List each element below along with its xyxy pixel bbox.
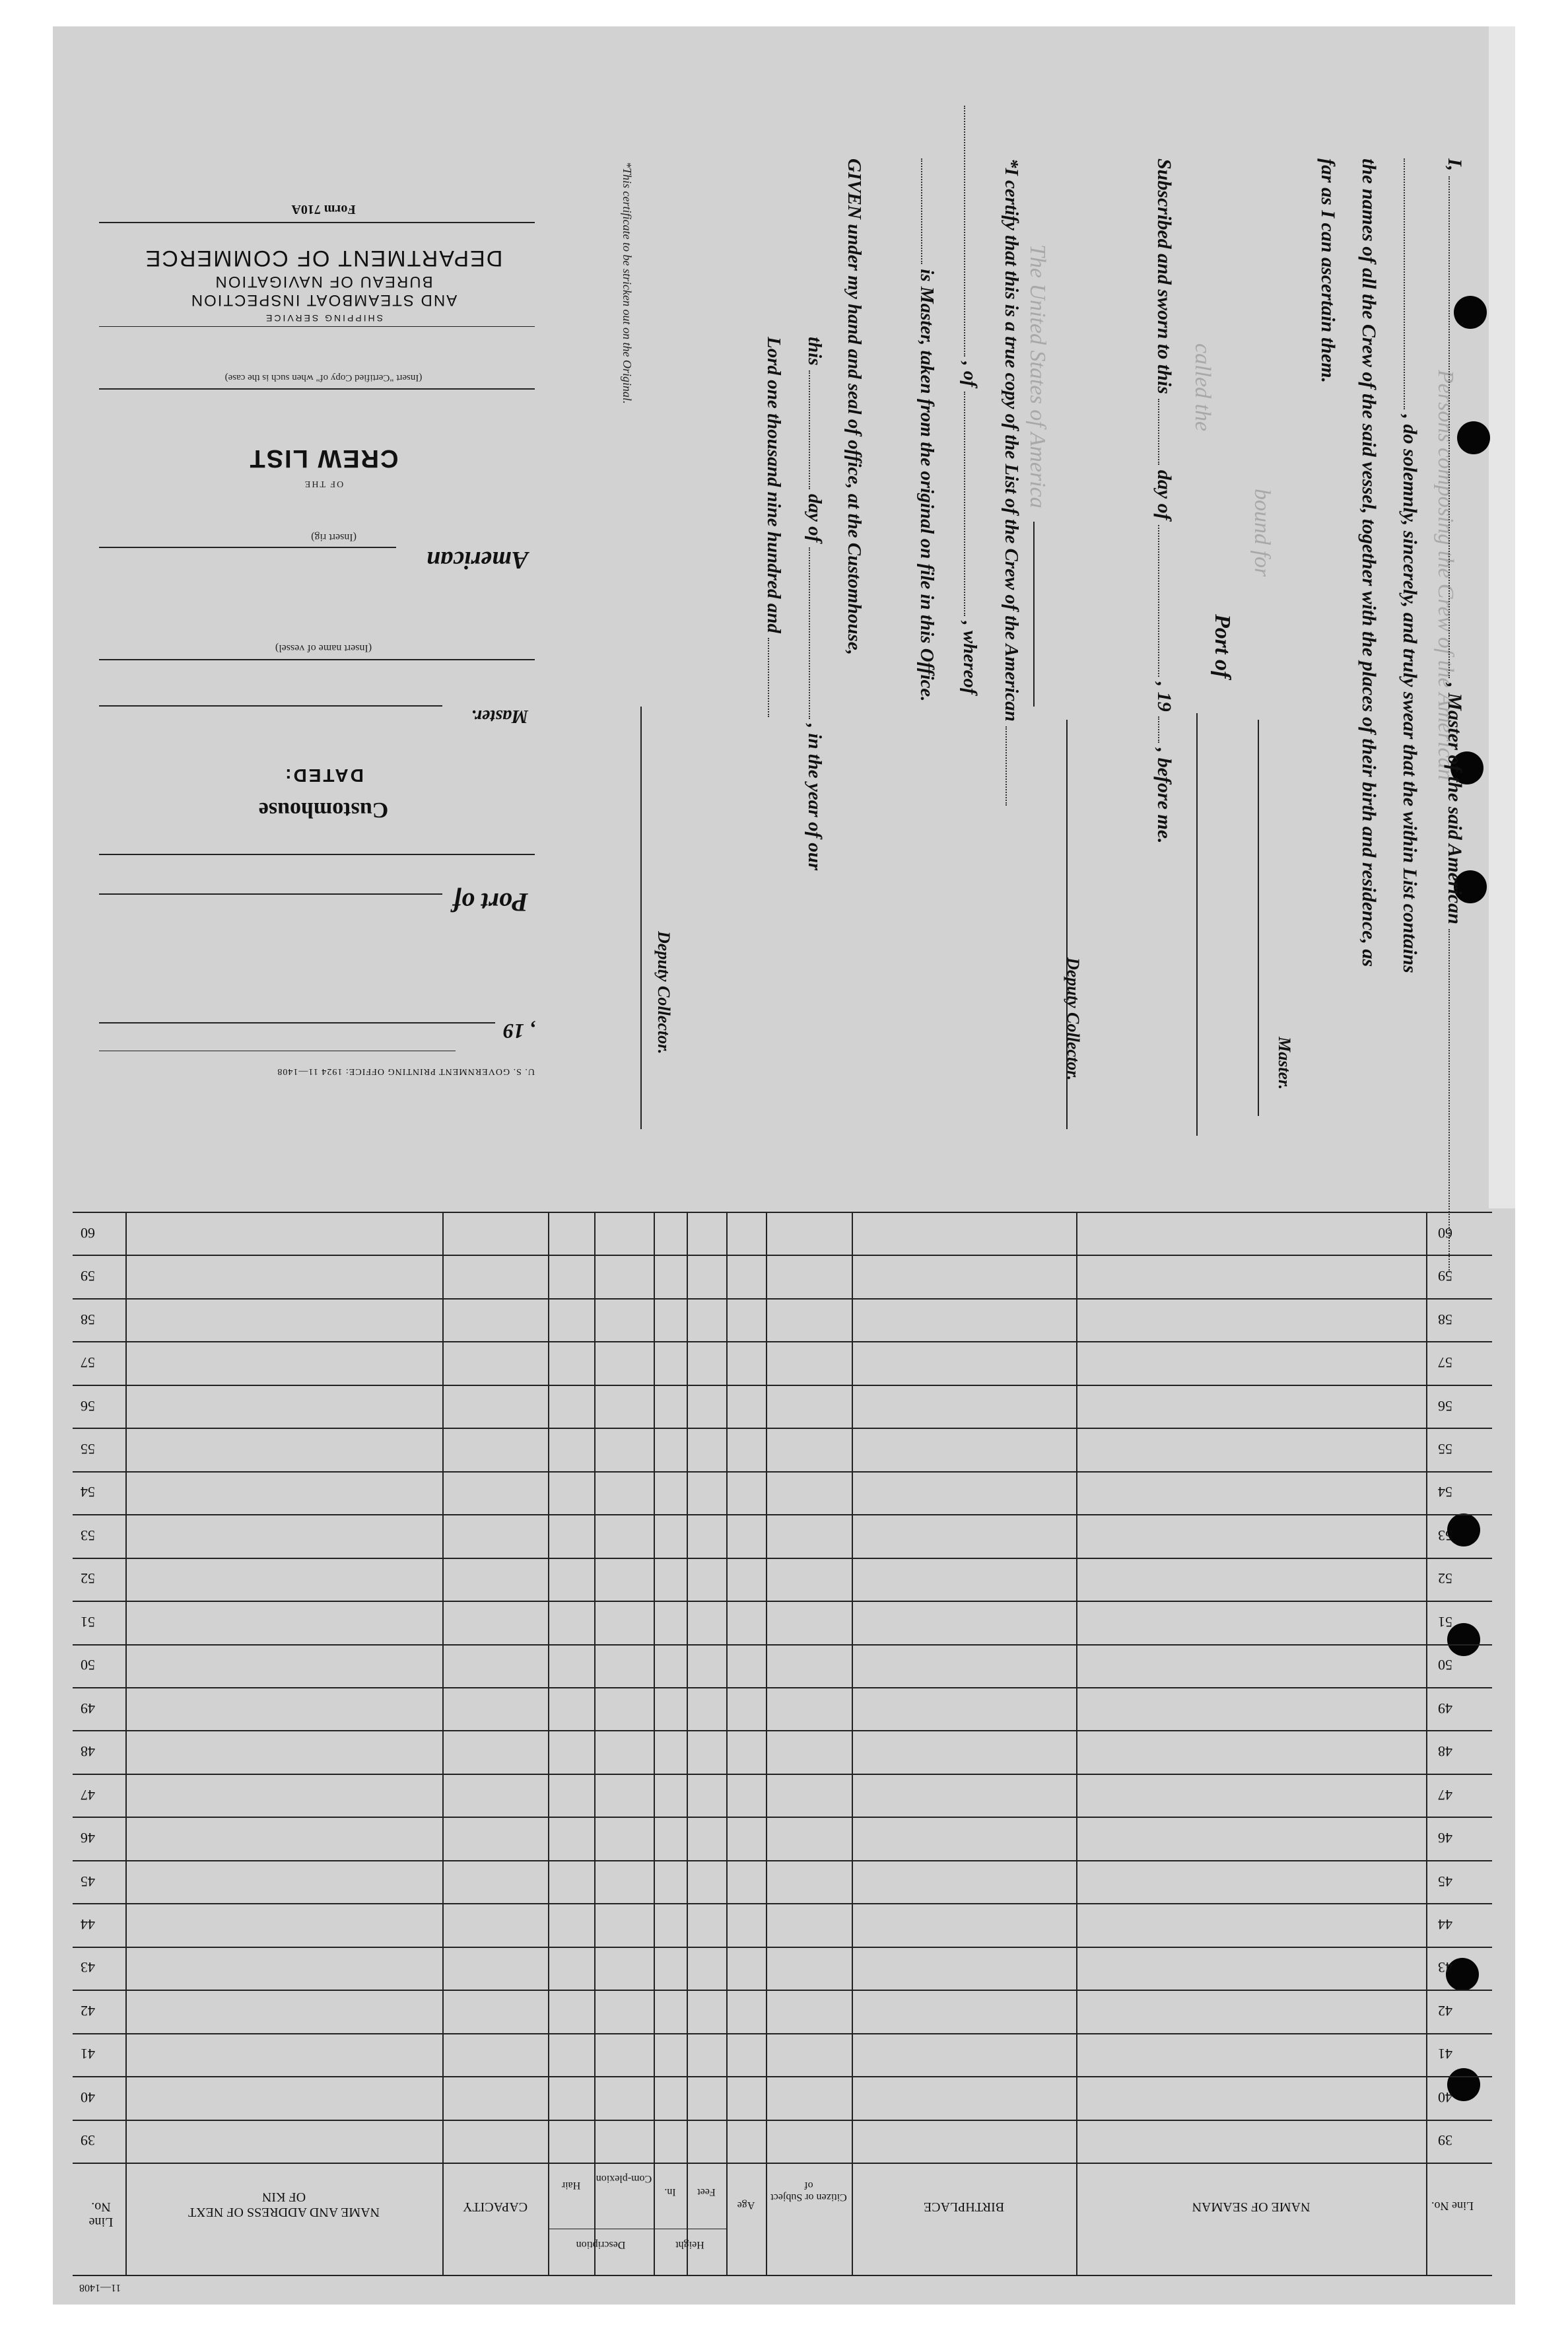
oath-line-4: far as I can ascertain them. (1317, 158, 1339, 384)
of-the-label: OF THE (303, 479, 344, 489)
line-number-right: 47 (1438, 1787, 1452, 1803)
vessel-field[interactable] (1449, 929, 1464, 1272)
table-row[interactable] (125, 1601, 1426, 1644)
sworn-day-field[interactable] (1158, 399, 1174, 465)
line-number-right: 49 (1438, 1700, 1452, 1717)
line-number-left: 52 (81, 1570, 95, 1587)
insert-rig-note: (Insert rig) (311, 532, 357, 543)
table-row[interactable] (125, 1990, 1426, 2032)
table-row[interactable] (125, 1471, 1426, 1514)
line-number-left: 50 (81, 1657, 95, 1673)
cert-port-field[interactable] (964, 392, 980, 616)
line-number-left: 53 (81, 1527, 95, 1544)
oath-line-3: the names of all the Crew of the said vessel, together with the places of their birth and residence, as (1358, 158, 1380, 967)
line-number-left: 43 (81, 1959, 95, 1976)
header-name-seaman: NAME OF SEAMAN (1192, 2200, 1311, 2214)
certificate-line-1b: , of , whereof (959, 106, 980, 695)
dated-label: DATED: (283, 765, 364, 786)
year-line (99, 1022, 495, 1024)
line-number-left: 51 (81, 1614, 95, 1630)
document-page (53, 26, 1515, 2305)
line-number-left: 59 (81, 1268, 95, 1284)
cert-day-field[interactable] (809, 370, 825, 489)
line-number-right: 53 (1438, 1527, 1452, 1544)
printer-imprint: U. S. GOVERNMENT PRINTING OFFICE: 1924 11—1408 (277, 1066, 535, 1076)
line-number-right: 45 (1438, 1873, 1452, 1890)
port-of-line (1196, 713, 1198, 1136)
master-label: Master. (471, 706, 528, 726)
table-row[interactable] (125, 1255, 1426, 1298)
sworn-year-field[interactable] (1158, 716, 1174, 743)
port-line-2 (99, 854, 535, 855)
american-label: American (426, 546, 528, 574)
bureau-line-2: AND STEAMBOAT INSPECTION (189, 291, 458, 309)
line-number-right: 54 (1438, 1484, 1452, 1500)
certified-line (99, 388, 535, 390)
line-number-right: 55 (1438, 1441, 1452, 1457)
line-number-left: 49 (81, 1700, 95, 1717)
table-row[interactable] (125, 1947, 1426, 1990)
line-number-right: 58 (1438, 1311, 1452, 1328)
line-number-left: 55 (81, 1441, 95, 1457)
line-number-left: 57 (81, 1354, 95, 1371)
cert-deputy-label: Deputy Collector. (654, 931, 673, 1055)
oath-deputy-label: Deputy Collector. (1064, 957, 1083, 1081)
line-number-right: 51 (1438, 1614, 1452, 1630)
bleed-through-text: called the (1190, 343, 1215, 432)
header-line-no-right: Line No. (1431, 2200, 1474, 2213)
table-row[interactable] (125, 1774, 1426, 1817)
line-number-left: 40 (81, 2089, 95, 2106)
bleed-through-text: bound for (1250, 489, 1274, 577)
port-label: Port of (452, 887, 528, 917)
master-line (99, 705, 442, 707)
vessel-name-field[interactable] (1404, 158, 1419, 409)
table-row[interactable] (125, 1817, 1426, 1859)
header-hair: Hair (561, 2180, 581, 2191)
line-number-right: 59 (1438, 1268, 1452, 1284)
header-separator (73, 2163, 1492, 2164)
table-row[interactable] (125, 1298, 1426, 1341)
rig-line (99, 547, 396, 548)
header-line-no-left: Line No. (88, 2200, 114, 2229)
header-birthplace: BIRTHPLACE (923, 2200, 1005, 2214)
line-number-right: 50 (1438, 1657, 1452, 1673)
line-number-left: 45 (81, 1873, 95, 1890)
certificate-line-4: this day of , in the year of our (804, 337, 825, 871)
line-number-left: 41 (81, 2046, 95, 2062)
header-citizen: Citizen or Subject of (770, 2180, 847, 2203)
line-number-left: 58 (81, 1311, 95, 1328)
line-number-left: 46 (81, 1830, 95, 1846)
table-row[interactable] (125, 1341, 1426, 1384)
certificate-line-2: is Master, taken from the original on file in this Office. (916, 158, 937, 702)
insert-vessel-note: (Insert name of vessel) (275, 642, 372, 654)
department-rule (99, 222, 535, 223)
oath-line-2: , do solemnly, sincerely, and truly swear that the within List contains (1398, 158, 1421, 973)
service-label: SHIPPING SERVICE (264, 313, 384, 324)
cert-month-field[interactable] (809, 547, 825, 719)
line-number-left: 44 (81, 1916, 95, 1933)
line-number-right: 56 (1438, 1398, 1452, 1414)
line-number-left: 42 (81, 2003, 95, 2019)
table-row[interactable] (125, 1687, 1426, 1730)
table-row[interactable] (125, 1644, 1426, 1687)
subscribed-line: Subscribed and sworn to this day of , 19 , before me. (1153, 158, 1175, 844)
table-row[interactable] (125, 1385, 1426, 1428)
master-signature-label: Master. (1275, 1037, 1294, 1090)
cert-deputy-line (640, 707, 642, 1129)
year-label: , 19 (503, 1020, 535, 1043)
table-row[interactable] (125, 1514, 1426, 1557)
line-number-right: 57 (1438, 1354, 1452, 1371)
line-number-right: 48 (1438, 1743, 1452, 1760)
table-row[interactable] (125, 1212, 1426, 1255)
line-number-right: 39 (1438, 2132, 1452, 2149)
bureau-line-1: BUREAU OF NAVIGATION (214, 273, 433, 291)
header-capacity: CAPACITY (462, 2200, 528, 2214)
line-number-left: 47 (81, 1787, 95, 1803)
col-divider (1426, 1212, 1427, 2275)
header-inches: In. (664, 2186, 676, 2198)
line-number-left: 39 (81, 2132, 95, 2149)
line-number-right: 40 (1438, 2089, 1452, 2106)
table-row[interactable] (125, 2033, 1426, 2076)
line-number-right: 41 (1438, 2046, 1452, 2062)
table-row[interactable] (125, 1428, 1426, 1471)
line-number-right: 44 (1438, 1916, 1452, 1933)
certificate-line-3: GIVEN under my hand and seal of office, at the Customhouse, (844, 158, 865, 655)
page-edge-shadow (1489, 26, 1515, 1208)
master-signature-line (1258, 720, 1259, 1116)
certified-note: (Insert "Certified Copy of" when such is the case) (224, 372, 423, 383)
line-number-left: 60 (81, 1225, 95, 1241)
line-number-left: 54 (81, 1484, 95, 1500)
table-row[interactable] (125, 1558, 1426, 1601)
header-description: Description (576, 2239, 626, 2250)
sworn-month-field[interactable] (1158, 525, 1174, 677)
table-row[interactable] (125, 1860, 1426, 1903)
line-number-right: 43 (1438, 1959, 1452, 1976)
table-row[interactable] (125, 1903, 1426, 1946)
table-row[interactable] (125, 2120, 1426, 2163)
certificate-line-1: *I certify that this is a true copy of the List of the Crew of the American (1000, 158, 1022, 806)
oath-line-1: I, , Master of the said American (1443, 158, 1466, 1272)
line-number-right: 60 (1438, 1225, 1452, 1241)
table-bottom-border (73, 2275, 1492, 2276)
form-number: Form 710A (291, 202, 356, 217)
line-number-right: 42 (1438, 2003, 1452, 2019)
bleed-through-title: The United States of America (1025, 244, 1050, 508)
header-age: Age (737, 2200, 755, 2211)
cert-vessel-name-field[interactable] (964, 106, 980, 357)
table-row[interactable] (125, 2076, 1426, 2119)
port-line (99, 893, 442, 895)
crew-list-title: CREW LIST (248, 444, 399, 472)
master-name-field[interactable] (1449, 176, 1464, 678)
header-complexion: Com-plexion (596, 2173, 652, 2184)
port-of-label: Port of (1210, 614, 1235, 679)
cert-master-field[interactable] (921, 158, 937, 264)
line-number-right: 46 (1438, 1830, 1452, 1846)
cert-year-field[interactable] (768, 638, 784, 717)
cover-panel (92, 165, 555, 1083)
certificate-footnote: *This certificate to be stricken out on the Original. (621, 162, 634, 404)
department-title: DEPARTMENT OF COMMERCE (144, 246, 503, 271)
table-row[interactable] (125, 1730, 1426, 1773)
certificate-line-5: Lord one thousand nine hundred and (763, 337, 784, 717)
header-feet: Feet (697, 2186, 716, 2198)
header-rule (99, 326, 535, 327)
vessel-line (99, 659, 535, 660)
oath-deputy-line-a (1033, 522, 1035, 707)
cert-vessel-field[interactable] (1006, 726, 1021, 806)
bleed-through-text: Persons composing the Crew of the American (1433, 370, 1458, 781)
header-next-of-kin: NAME AND ADDRESS OF NEXT OF KIN (187, 2190, 380, 2219)
header-height: Height (675, 2239, 704, 2250)
line-number-left: 56 (81, 1398, 95, 1414)
line-number-right: 52 (1438, 1570, 1452, 1587)
bottom-code: 11—1408 (79, 2282, 121, 2293)
customhouse-label: Customhouse (258, 798, 389, 822)
line-number-left: 48 (81, 1743, 95, 1760)
